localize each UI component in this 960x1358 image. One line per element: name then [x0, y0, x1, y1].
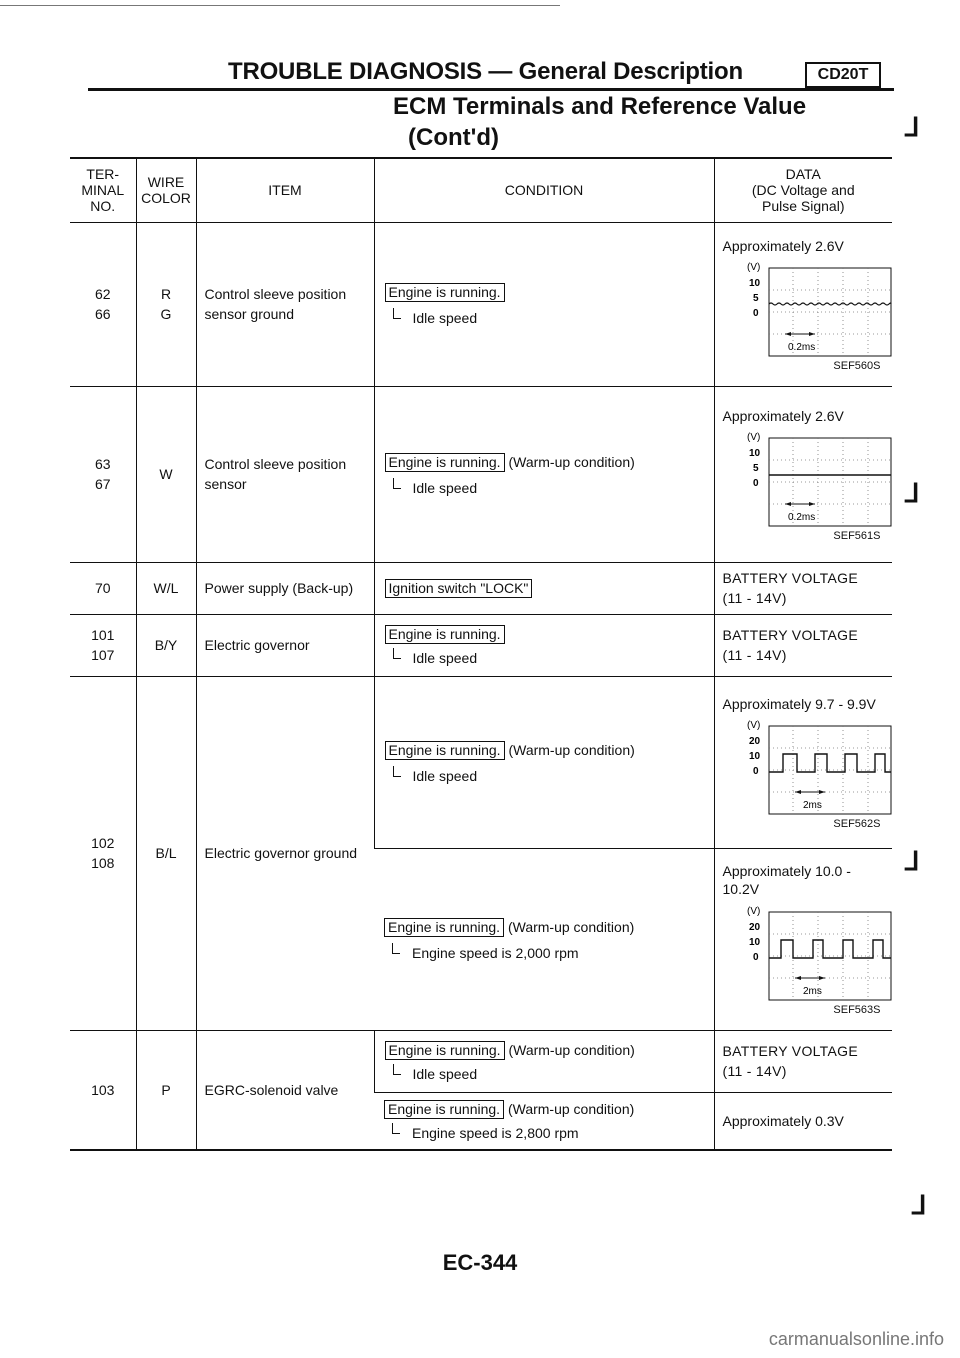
condition-note: (Warm-up condition) [508, 453, 635, 470]
data-cell [714, 676, 892, 848]
scope-y-low: 0 [752, 308, 759, 319]
condition-cell [374, 676, 714, 848]
terminal-number: 67 [94, 476, 111, 492]
condition-cell [374, 1092, 714, 1150]
data-cell [714, 614, 892, 676]
data-cell: Approximately 0.3V [714, 1092, 892, 1150]
condition-sub [393, 478, 714, 496]
scope-y-low: 0 [752, 952, 759, 963]
condition-cell [374, 562, 714, 614]
waveform-pulse [723, 902, 893, 1018]
terminal-number: 101 [91, 627, 115, 643]
condition-sub-text: Idle speed [412, 309, 478, 326]
oscilloscope-figure [723, 258, 893, 374]
watermark: carmanualsonline.info [768, 1329, 944, 1349]
data-cell [714, 386, 892, 562]
branch-icon [393, 1064, 401, 1075]
item-cell [196, 386, 374, 562]
condition-cell [374, 1030, 714, 1092]
header-line: COLOR [141, 190, 191, 207]
condition-cell [374, 848, 714, 1030]
condition-cell [374, 386, 714, 562]
condition-sub-text: Idle speed [412, 649, 478, 666]
condition-cell [374, 614, 714, 676]
data-line: (11 - 14V) [722, 647, 787, 663]
figure-id: SEF561S [833, 530, 881, 542]
condition-box: Engine is running. [385, 283, 505, 302]
header-line: WIRE [147, 174, 185, 191]
section-title-continued: (Cont'd) [408, 124, 499, 151]
figure-id: SEF560S [833, 360, 881, 372]
scope-y-top: 10 [748, 278, 760, 289]
section-title: ECM Terminals and Reference Value [393, 93, 807, 120]
item-cell: Electric governor [196, 614, 374, 676]
wire-color-header [136, 158, 196, 222]
oscilloscope-figure [723, 716, 893, 832]
condition-sub-text: Idle speed [412, 1065, 478, 1082]
waveform-flat [723, 428, 893, 544]
data-line: (11 - 14V) [722, 1063, 787, 1079]
scope-unit: (V) [746, 906, 760, 917]
table-row [70, 386, 892, 562]
condition-sub-text: Idle speed [412, 767, 478, 784]
scope-unit: (V) [746, 720, 760, 731]
oscilloscope-figure [723, 428, 893, 544]
table-row [70, 222, 892, 386]
terminal-cell: 103 [91, 1081, 115, 1098]
item-line: Control sleeve position [204, 456, 347, 472]
header-line: MINAL [81, 182, 125, 199]
terminal-number: 108 [91, 855, 115, 871]
condition-sub [393, 308, 714, 326]
scope-y-low: 0 [752, 478, 759, 489]
wire-color-cell: W/L [136, 562, 196, 614]
scope-y-mid: 5 [752, 463, 759, 474]
wire-color-cell: W [136, 386, 196, 562]
item-cell: Electric governor ground [196, 676, 374, 1030]
data-cell [714, 848, 892, 1030]
approx-value: Approximately 2.6V [722, 238, 844, 254]
item-header: ITEM [196, 158, 374, 222]
header-line: TER- [86, 166, 120, 183]
header-line: DATA [785, 166, 821, 183]
item-cell: Power supply (Back-up) [196, 562, 374, 614]
terminal-cell [70, 386, 136, 562]
data-cell [714, 222, 892, 386]
terminal-number: 102 [91, 835, 115, 851]
wire-color: R [160, 286, 172, 302]
table-row [70, 1030, 892, 1092]
condition-box: Engine is running. [384, 918, 504, 937]
branch-icon [393, 478, 401, 489]
condition-box: Engine is running. [385, 741, 505, 760]
terminal-cell [70, 676, 136, 1030]
header-line: Pulse Signal) [762, 198, 845, 215]
approx-value: Approximately 2.6V [722, 408, 844, 424]
item-line: sensor [204, 476, 247, 492]
terminal-number: 66 [94, 306, 111, 322]
terminal-cell [70, 222, 136, 386]
top-rule [0, 5, 560, 6]
table-header-row [70, 158, 892, 222]
data-line: (11 - 14V) [722, 590, 787, 606]
condition-sub [393, 766, 714, 784]
scope-y-mid: 5 [752, 293, 759, 304]
header-rule [88, 88, 894, 91]
scope-time: 0.2ms [787, 342, 815, 353]
condition-note: (Warm-up condition) [507, 1101, 635, 1118]
condition-note: (Warm-up condition) [507, 918, 635, 935]
wire-color-cell: P [136, 1030, 196, 1150]
terminal-cell: 70 [94, 580, 111, 596]
page-header [88, 58, 894, 158]
branch-icon [393, 648, 401, 659]
scope-y-low: 0 [752, 766, 759, 777]
scope-time: 2ms [802, 800, 822, 811]
scope-y-mid: 10 [748, 937, 760, 948]
condition-box: Engine is running. [385, 1041, 505, 1060]
condition-note: (Warm-up condition) [508, 741, 635, 758]
item-cell [196, 222, 374, 386]
scope-y-top: 20 [748, 736, 760, 747]
scope-y-top: 10 [748, 448, 760, 459]
revision-mark-icon: ⅃ [905, 478, 920, 508]
waveform-pulse [723, 716, 893, 832]
revision-mark-icon: ⅃ [905, 112, 920, 142]
terminal-cell [70, 614, 136, 676]
wire-color-cell: B/L [136, 676, 196, 1030]
condition-cell [374, 222, 714, 386]
approx-value: Approximately 9.7 - 9.9V [722, 696, 876, 712]
table-row [70, 676, 892, 848]
approx-line: 10.2V [722, 881, 760, 897]
approx-value [723, 862, 893, 898]
branch-icon [393, 308, 401, 319]
condition-box: Engine is running. [384, 1100, 504, 1119]
terminal-number: 63 [94, 456, 111, 472]
condition-header: CONDITION [374, 158, 714, 222]
scope-y-mid: 10 [748, 751, 760, 762]
table-row [70, 614, 892, 676]
engine-code-badge: CD20T [805, 62, 881, 88]
page-title: TROUBLE DIAGNOSIS — General Description [228, 58, 743, 85]
waveform-flat [723, 258, 893, 374]
approx-line: Approximately 10.0 - [722, 863, 851, 879]
data-header [714, 158, 892, 222]
data-line: BATTERY VOLTAGE [722, 627, 858, 643]
condition-note: (Warm-up condition) [508, 1041, 635, 1058]
terminal-number: 107 [91, 647, 115, 663]
item-line: sensor ground [204, 306, 295, 322]
condition-sub-text: Engine speed is 2,000 rpm [412, 944, 579, 961]
ecm-terminal-table [70, 157, 892, 1151]
item-cell: EGRC-solenoid valve [196, 1030, 374, 1150]
wire-color: G [160, 306, 172, 322]
header-line: NO. [90, 198, 116, 215]
data-line: BATTERY VOLTAGE [722, 570, 858, 586]
terminal-header [70, 158, 136, 222]
branch-icon [392, 1123, 400, 1134]
revision-mark-icon: ⅃ [905, 846, 920, 876]
data-cell [714, 562, 892, 614]
condition-sub [393, 1064, 714, 1082]
table-row [70, 562, 892, 614]
item-line: Control sleeve position [204, 286, 347, 302]
oscilloscope-figure [723, 902, 893, 1018]
condition-sub-text: Engine speed is 2,800 rpm [412, 1125, 579, 1142]
condition-box: Engine is running. [385, 453, 505, 472]
data-line: BATTERY VOLTAGE [722, 1043, 858, 1059]
revision-mark-icon: ⅃ [912, 1190, 927, 1220]
data-cell [714, 1030, 892, 1092]
scope-unit: (V) [746, 432, 760, 443]
scope-unit: (V) [746, 262, 760, 273]
wire-color-cell [136, 222, 196, 386]
branch-icon [393, 766, 401, 777]
scope-y-top: 20 [748, 922, 760, 933]
figure-id: SEF563S [833, 1004, 881, 1016]
scope-time: 2ms [802, 986, 822, 997]
branch-icon [392, 943, 400, 954]
condition-sub [393, 648, 714, 666]
condition-sub-text: Idle speed [412, 479, 478, 496]
page-number: EC-344 [442, 1250, 518, 1275]
wire-color-cell: B/Y [136, 614, 196, 676]
scope-time: 0.2ms [787, 512, 815, 523]
condition-box: Engine is running. [385, 625, 505, 644]
header-line: (DC Voltage and [751, 182, 855, 199]
terminal-number: 62 [94, 286, 111, 302]
figure-id: SEF562S [833, 818, 881, 830]
condition-sub [392, 943, 714, 961]
condition-sub [392, 1123, 714, 1141]
condition-box: Ignition switch "LOCK" [385, 579, 533, 598]
